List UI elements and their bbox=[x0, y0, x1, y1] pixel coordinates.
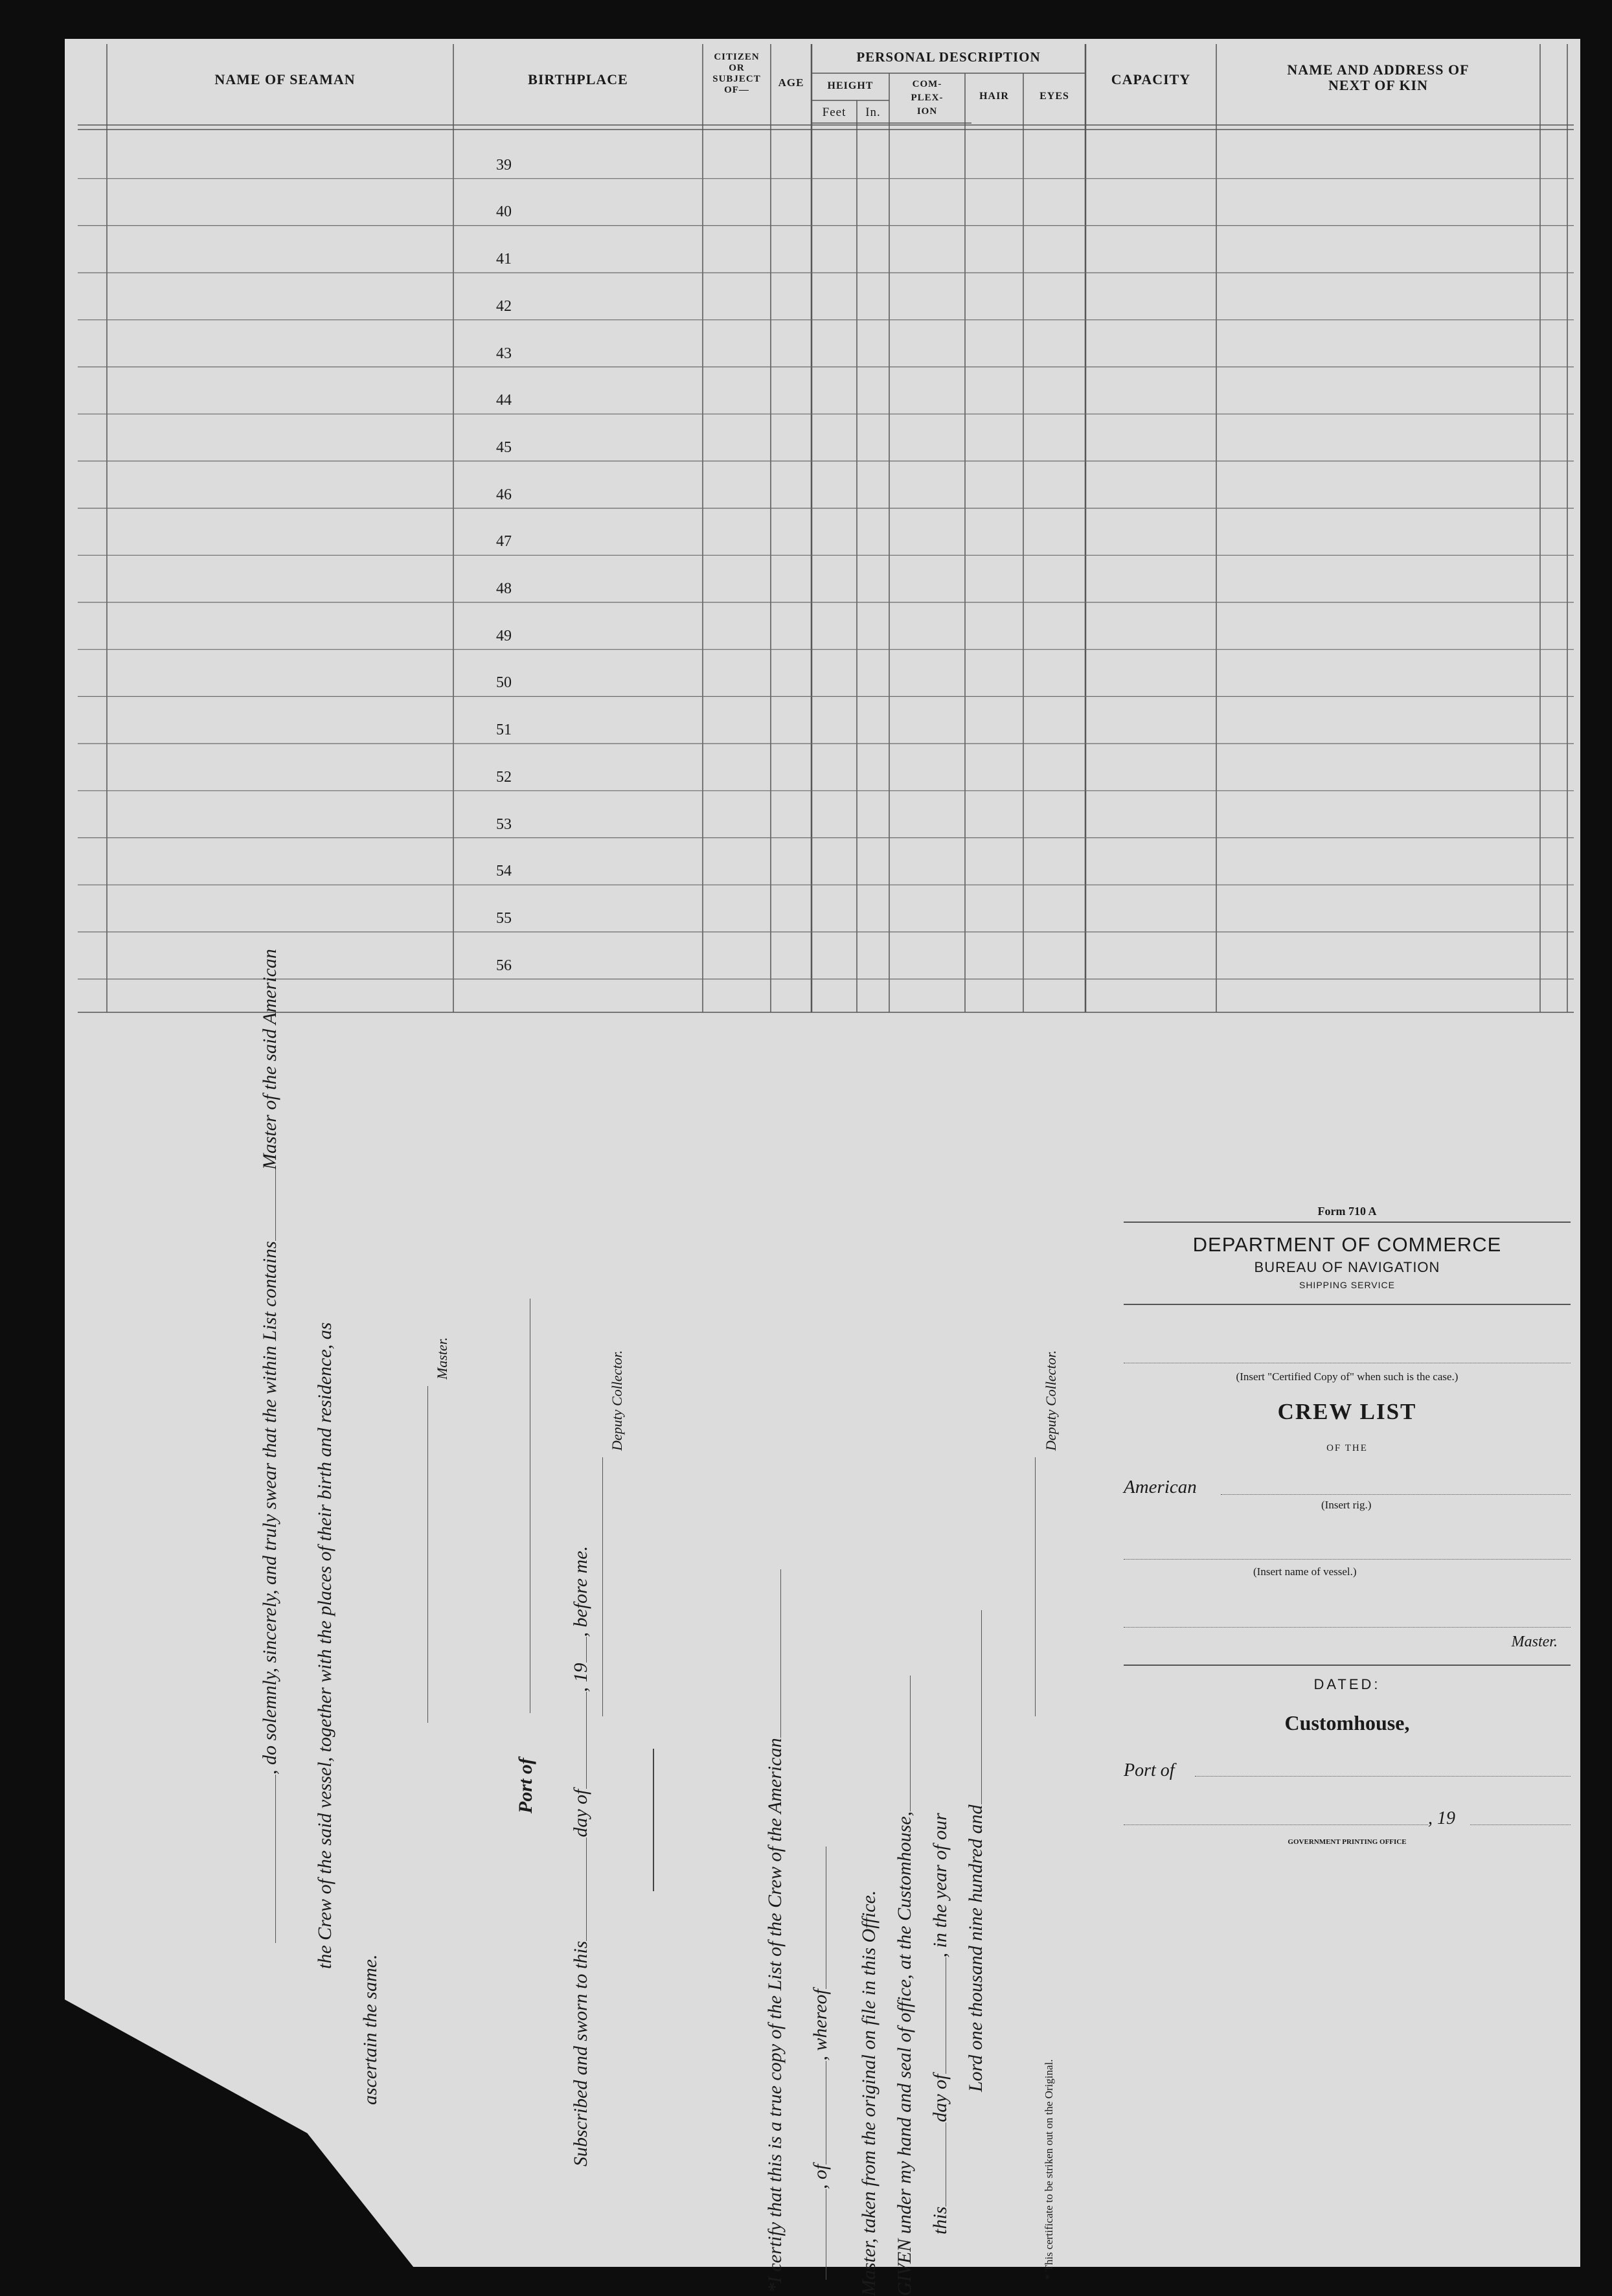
col-citizen bbox=[703, 52, 771, 96]
printer-label: GOVERNMENT PRINTING OFFICE bbox=[1288, 1838, 1407, 1846]
row-number: 40 bbox=[496, 203, 512, 221]
cert-line-3 bbox=[894, 1676, 916, 2296]
bureau-title: BUREAU OF NAVIGATION bbox=[1254, 1259, 1440, 1275]
row-number: 45 bbox=[496, 438, 512, 456]
complexion-line-3: ION bbox=[916, 106, 938, 117]
oath-line-1-text: Master of the said American bbox=[259, 949, 280, 1170]
of-the-label: OF THE bbox=[1326, 1443, 1368, 1453]
cert-this-day bbox=[929, 1813, 951, 2234]
cert-line-4 bbox=[965, 1610, 987, 2092]
row-number: 55 bbox=[496, 909, 512, 927]
cert-line-1-text: *I certify that this is a true copy of the List of the Crew of the American bbox=[764, 1738, 786, 2293]
col-height: HEIGHT bbox=[827, 80, 874, 91]
dated-label: DATED: bbox=[1313, 1676, 1381, 1692]
row-number: 52 bbox=[496, 768, 512, 786]
col-personal-description: PERSONAL DESCRIPTION bbox=[856, 49, 1041, 65]
row-number: 39 bbox=[496, 156, 512, 174]
cert-line-2: Master, taken from the original on file in this Office. bbox=[858, 1890, 880, 2296]
row-number: 51 bbox=[496, 722, 512, 739]
col-capacity: CAPACITY bbox=[1111, 71, 1191, 87]
table-grid bbox=[78, 44, 1574, 1016]
col-birthplace: BIRTHPLACE bbox=[528, 71, 628, 87]
row-number: 56 bbox=[496, 957, 512, 974]
next-of-kin-line-1: NAME AND ADDRESS OF bbox=[1287, 62, 1470, 78]
insert-rig-note: (Insert rig.) bbox=[1321, 1499, 1372, 1511]
cert-whereof: , whereof bbox=[810, 1989, 831, 2061]
subscribed-before-me: , before me. bbox=[570, 1545, 591, 1637]
cert-line-4-text: Lord one thousand nine hundred and bbox=[965, 1804, 986, 2092]
complexion-line-2: PLEX- bbox=[911, 93, 944, 103]
cert-footnote: * This certificate to be striken out on the Original. bbox=[1043, 2059, 1055, 2280]
cert-line-1 bbox=[764, 1569, 786, 2293]
col-name-of-seaman: NAME OF SEAMAN bbox=[214, 71, 356, 87]
subscribed-year: , 19 bbox=[570, 1663, 591, 1692]
port-of-label: Port of bbox=[1124, 1760, 1175, 1780]
citizen-line-2: OR bbox=[729, 63, 745, 73]
subscribed-day-of: day of bbox=[570, 1789, 591, 1837]
row-number: 46 bbox=[496, 486, 512, 503]
oath-line-2-text: , do solemnly, sincerely, and truly swear that the within List contains bbox=[259, 1241, 280, 1775]
row-number: 44 bbox=[496, 392, 512, 409]
customhouse-label: Customhouse, bbox=[1284, 1711, 1410, 1734]
insert-certified-note: (Insert "Certified Copy of" when such is the case.) bbox=[1236, 1370, 1459, 1383]
year-label: , 19 bbox=[1428, 1808, 1455, 1828]
complexion-line-1: COM- bbox=[912, 79, 942, 89]
cert-day-of: day of bbox=[929, 2074, 951, 2122]
service-title: SHIPPING SERVICE bbox=[1299, 1280, 1395, 1290]
insert-name-note: (Insert name of vessel.) bbox=[1253, 1565, 1357, 1578]
row-number: 41 bbox=[496, 251, 512, 268]
citizen-line-3: SUBJECT bbox=[712, 74, 761, 84]
next-of-kin-line-2: NEXT OF KIN bbox=[1328, 77, 1429, 93]
col-next-of-kin bbox=[1216, 62, 1540, 93]
american-label: American bbox=[1124, 1477, 1197, 1497]
row-number: 47 bbox=[496, 533, 512, 551]
form-number: Form 710 A bbox=[1317, 1205, 1377, 1218]
col-complexion bbox=[889, 78, 965, 119]
row-number: 54 bbox=[496, 863, 512, 880]
row-number: 42 bbox=[496, 297, 512, 315]
oath-master-label: Master. bbox=[434, 1337, 450, 1380]
col-feet: Feet bbox=[822, 106, 846, 119]
oath-line-4: ascertain the same. bbox=[359, 1954, 381, 2105]
citizen-line-1: CITIZEN bbox=[714, 52, 760, 62]
citizen-line-4: OF— bbox=[724, 85, 749, 95]
row-number: 48 bbox=[496, 580, 512, 597]
col-hair: HAIR bbox=[979, 91, 1009, 102]
oath-line-1 bbox=[259, 949, 281, 1943]
cert-line-3-text: GIVEN under my hand and seal of office, at the Customhouse, bbox=[894, 1811, 915, 2296]
row-number: 53 bbox=[496, 815, 512, 833]
oath-port-label: Port of bbox=[515, 1758, 536, 1813]
row-number: 43 bbox=[496, 345, 512, 362]
master-label: Master. bbox=[1511, 1633, 1558, 1650]
cover-panel bbox=[1124, 1205, 1571, 2047]
crew-list-title: CREW LIST bbox=[1277, 1399, 1417, 1424]
col-age: AGE bbox=[778, 76, 804, 89]
row-number: 49 bbox=[496, 627, 512, 644]
cert-of: , of bbox=[810, 2164, 831, 2189]
col-eyes: EYES bbox=[1039, 91, 1069, 102]
crew-table bbox=[78, 44, 1574, 1016]
cert-of-whereof bbox=[810, 1847, 832, 2280]
department-title: DEPARTMENT OF COMMERCE bbox=[1192, 1233, 1502, 1256]
oath-deputy-collector: Deputy Collector. bbox=[609, 1350, 625, 1451]
row-number: 50 bbox=[496, 674, 512, 692]
cert-in-year: , in the year of our bbox=[929, 1813, 951, 1958]
cert-this: this bbox=[929, 2206, 951, 2234]
cert-deputy-collector: Deputy Collector. bbox=[1043, 1350, 1059, 1451]
oath-subscribed bbox=[570, 1546, 592, 2166]
col-inches: In. bbox=[865, 106, 881, 119]
oath-line-3: the Crew of the said vessel, together with the places of their birth and residence, as bbox=[314, 1322, 335, 1969]
subscribed-text: Subscribed and sworn to this bbox=[570, 1940, 591, 2166]
